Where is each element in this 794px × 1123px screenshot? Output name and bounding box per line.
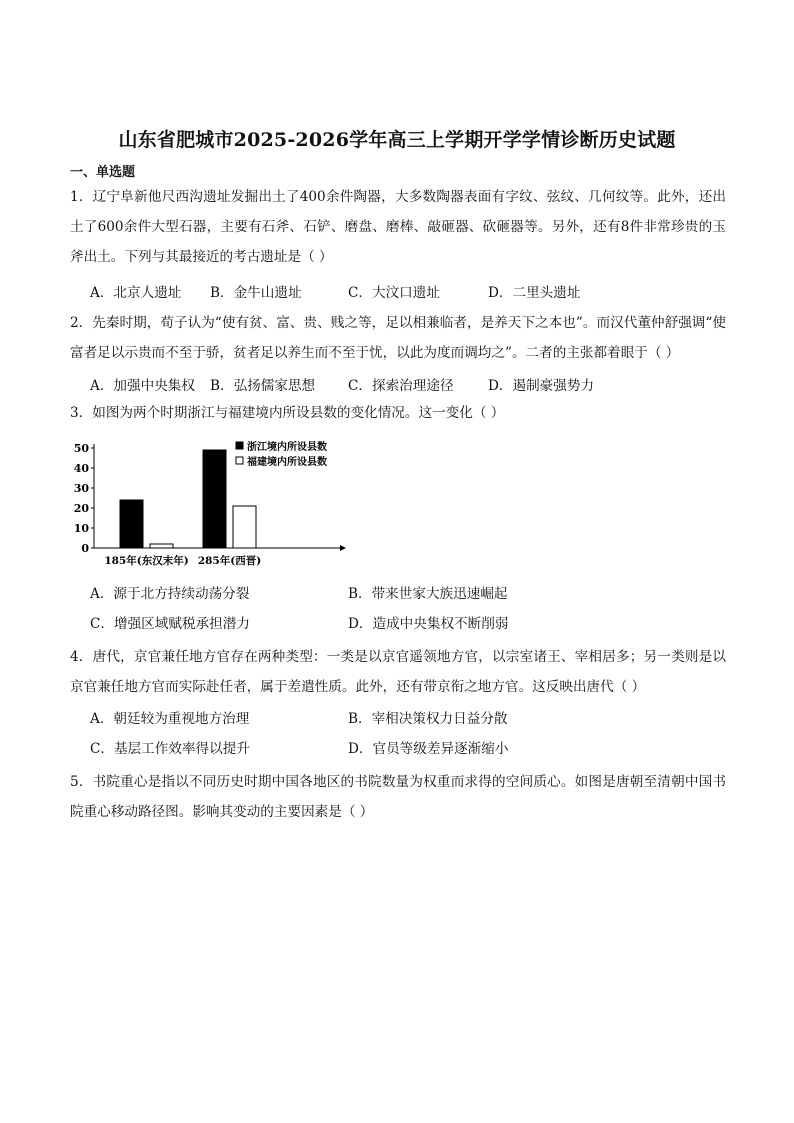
q1-option-c[interactable]: C．大汶口遗址 bbox=[348, 285, 440, 301]
legend-label: 福建境内所设县数 bbox=[247, 457, 327, 468]
y-tick-label: 30 bbox=[73, 482, 89, 495]
q4-option-d[interactable]: D．官员等级差异逐渐缩小 bbox=[348, 741, 509, 757]
question-2-stem: 2．先秦时期，荀子认为“使有贫、富、贵、贱之等，足以相兼临者，是养天下之本也”。而汉代董仲舒强调“使富者足以示贵而不至于骄，贫者足以养生而不至于忧，以此为度而调均之”。二者的主张都着眼于（ ） bbox=[70, 315, 726, 361]
q4-option-b[interactable]: B．宰相决策权力日益分散 bbox=[348, 711, 508, 727]
page-title: 山东省肥城市2025-2026学年高三上学期开学学情诊断历史试题 bbox=[118, 129, 676, 151]
q1-option-d[interactable]: D．二里头遗址 bbox=[488, 285, 581, 301]
q3-option-c[interactable]: C．增强区域赋税承担潜力 bbox=[90, 616, 250, 632]
x-axis-arrow bbox=[340, 545, 346, 551]
q1-option-a[interactable]: A．北京人遗址 bbox=[90, 285, 182, 301]
q3-option-b[interactable]: B．带来世家大族迅速崛起 bbox=[348, 586, 508, 602]
legend-swatch bbox=[236, 457, 243, 464]
y-tick-label: 40 bbox=[73, 462, 89, 475]
q2-option-c[interactable]: C．探索治理途径 bbox=[348, 378, 454, 394]
q2-option-b[interactable]: B．弘扬儒家思想 bbox=[210, 378, 316, 394]
y-tick-label: 0 bbox=[81, 542, 89, 555]
section-heading: 一、单选题 bbox=[70, 165, 136, 180]
bar bbox=[120, 500, 143, 548]
y-tick-label: 20 bbox=[73, 502, 89, 515]
chart-bars bbox=[120, 450, 256, 548]
q4-option-a[interactable]: A．朝廷较为重视地方治理 bbox=[90, 711, 250, 727]
bar bbox=[203, 450, 226, 548]
x-category-label: 285年(西晋) bbox=[197, 555, 262, 567]
q2-option-a[interactable]: A．加强中央集权 bbox=[90, 378, 195, 394]
bar bbox=[150, 544, 173, 548]
legend-label: 浙江境内所设县数 bbox=[247, 442, 327, 453]
question-1-stem: 1．辽宁阜新他尺西沟遗址发掘出土了400余件陶器，大多数陶器表面有字纹、弦纹、几何纹等。此外，还出土了600余件大型石器，主要有石斧、石铲、磨盘、磨棒、敲砸器、砍砸器等。另外，还有8件非常珍贵的玉斧出土。下列与其最接近的考古遗址是（ ） bbox=[70, 189, 726, 265]
x-category-label: 185年(东汉末年) bbox=[104, 555, 189, 567]
question-3-stem: 3．如图为两个时期浙江与福建境内所设县数的变化情况。这一变化（ ） bbox=[70, 405, 505, 421]
q1-option-b[interactable]: B．金牛山遗址 bbox=[210, 285, 302, 301]
question-5-stem: 5．书院重心是指以不同历史时期中国各地区的书院数量为权重而求得的空间质心。如图是唐朝至清朝中国书院重心移动路径图。影响其变动的主要因素是（ ） bbox=[70, 774, 726, 820]
q4-option-c[interactable]: C．基层工作效率得以提升 bbox=[90, 741, 250, 757]
q3-option-a[interactable]: A．源于北方持续动荡分裂 bbox=[90, 586, 250, 602]
q3-option-d[interactable]: D．造成中央集权不断削弱 bbox=[348, 616, 509, 632]
question-4-stem: 4．唐代，京官兼任地方官存在两种类型：一类是以京官遥领地方官，以宗室诸王、宰相居多；另一类则是以京官兼任地方官而实际赴任者，属于差遣性质。此外，还有带京衔之地方官。这反映出唐代（ ） bbox=[70, 649, 726, 695]
chart-legend bbox=[236, 440, 327, 468]
y-tick-label: 10 bbox=[73, 522, 89, 535]
county-count-bar-chart bbox=[70, 436, 350, 572]
legend-swatch bbox=[236, 442, 243, 449]
y-tick-label: 50 bbox=[73, 442, 89, 455]
q2-option-d[interactable]: D．遏制豪强势力 bbox=[488, 378, 595, 394]
bar bbox=[233, 506, 256, 548]
